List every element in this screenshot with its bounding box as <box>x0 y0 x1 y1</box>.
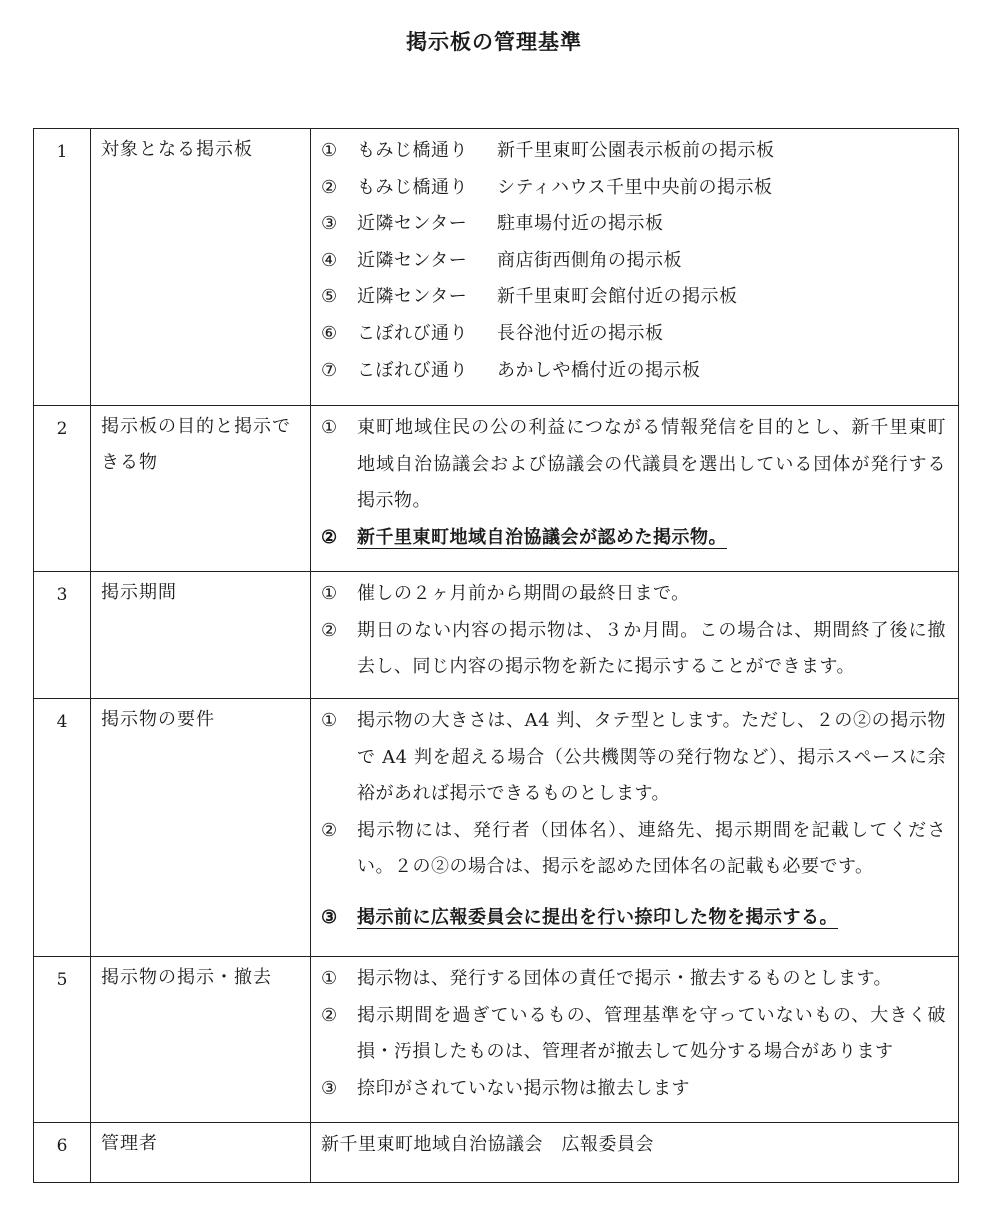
row-item-label: 掲示物の要件 <box>91 699 311 957</box>
purpose-list <box>311 406 959 572</box>
period-list <box>311 572 959 699</box>
row-item-label: 掲示物の掲示・撤去 <box>91 957 311 1123</box>
list-item: ② 掲示期間を過ぎているもの、管理基準を守っていないもの、大きく破損・汚損したものは、管理者が撤去して処分する場合があります <box>321 1004 946 1063</box>
management-standards-table <box>33 128 959 1183</box>
page-title: 掲示板の管理基準 <box>406 30 582 54</box>
row-number: 6 <box>34 1123 91 1183</box>
list-item: ⑦ こぼれび通り あかしや橋付近の掲示板 <box>321 359 701 381</box>
table-row <box>34 129 959 406</box>
row-number: 3 <box>34 572 91 699</box>
list-item: ③ 掲示前に広報委員会に提出を行い捺印した物を掲示する。 <box>321 906 838 928</box>
table-row <box>34 406 959 572</box>
list-item: ① 掲示物は、発行する団体の責任で掲示・撤去するものとします。 <box>321 968 893 989</box>
row-item-label: 掲示期間 <box>91 572 311 699</box>
list-item: ③ 捺印がされていない掲示物は撤去します <box>321 1077 690 1099</box>
row-number: 5 <box>34 957 91 1123</box>
administrator: 新千里東町地域自治協議会 広報委員会 <box>311 1123 959 1183</box>
table-row <box>34 1123 959 1183</box>
requirements-list <box>311 699 959 957</box>
list-item: ② 新千里東町地域自治協議会が認めた掲示物。 <box>321 526 727 548</box>
row-item-label: 対象となる掲示板 <box>91 129 311 406</box>
list-item: ① もみじ橋通り 新千里東町公園表示板前の掲示板 <box>321 140 775 161</box>
table-row <box>34 957 959 1123</box>
table-row <box>34 699 959 957</box>
board-list <box>311 129 959 406</box>
table-row <box>34 572 959 699</box>
list-item: ① 催しの２ヶ月前から期間の最終日まで。 <box>321 583 690 604</box>
row-number: 1 <box>34 129 91 406</box>
posting-removal-list <box>311 957 959 1123</box>
list-item: ① 掲示物の大きさは、A4 判、タテ型とします。ただし、２の②の掲示物で A4 判を超える場合（公共機関等の発行物など）、掲示スペースに余裕があれば掲示できるものとします。 <box>321 710 946 805</box>
list-item: ② もみじ橋通り シティハウス千里中央前の掲示板 <box>321 176 773 198</box>
list-item: ③ 近隣センター 駐車場付近の掲示板 <box>321 213 664 235</box>
list-item: ② 期日のない内容の掲示物は、３か月間。この場合は、期間終了後に撤去し、同じ内容の掲示物を新たに掲示することができます。 <box>321 619 946 678</box>
row-item-label: 掲示板の目的と掲示できる物 <box>91 406 311 572</box>
list-item: ⑥ こぼれび通り 長谷池付近の掲示板 <box>321 322 664 344</box>
list-item: ① 東町地域住民の公の利益につながる情報発信を目的とし、新千里東町地域自治協議会および協議会の代議員を選出している団体が発行する掲示物。 <box>321 417 946 512</box>
row-number: 2 <box>34 406 91 572</box>
list-item: ② 掲示物には、発行者（団体名）、連絡先、掲示期間を記載してください。２の②の場合は、掲示を認めた団体名の記載も必要です。 <box>321 819 946 878</box>
row-number: 4 <box>34 699 91 957</box>
list-item: ④ 近隣センター 商店街西側角の掲示板 <box>321 249 682 271</box>
row-item-label: 管理者 <box>91 1123 311 1183</box>
list-item: ⑤ 近隣センター 新千里東町会館付近の掲示板 <box>321 286 738 308</box>
